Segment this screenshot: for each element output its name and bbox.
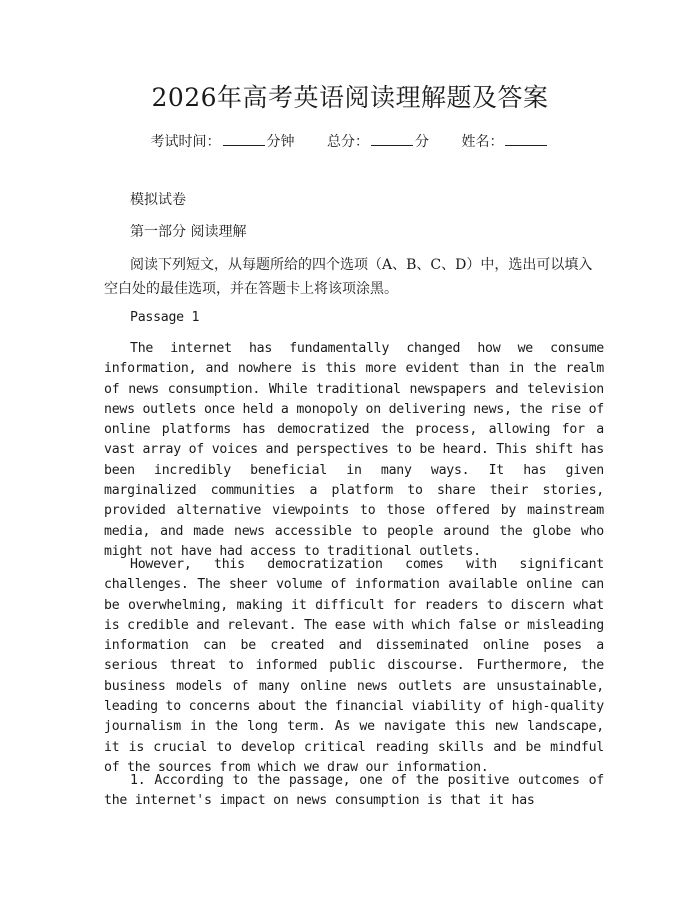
exam-time-field [151,134,299,150]
passage-paragraph: However, this democratization comes with significant challenges. The sheer volume of information available online can be overwhelming, making it difficult for readers to discern what is credible and relevant. The ease with which false or misleading information can be created and disseminated online poses a serious threat to informed public discourse. Furthermore, the business models of many online news outlets are unsustainable, leading to concerns about the financial viability of high-quality journalism in the long term. As we navigate this new landscape, it is crucial to develop critical reading skills and be mindful of the sources from which we draw our information. [104,557,604,775]
passage-label: Passage 1 [130,310,200,325]
name-label: 姓名： [461,134,504,150]
name-field [461,134,549,150]
exam-info-line [0,131,700,151]
passage-paragraph: The internet has fundamentally changed how we consume information, and nowhere is this more evident than in the realm of news consumption. While traditional newspapers and television news outlets once held a monopoly on delivering news, the rise of online platforms has democratized the process, allowing for a vast array of voices and perspectives to be heard. This shift has been incredibly beneficial in many ways. It has given marginalized communities a platform to share their stories, provided alternative viewpoints to those offered by mainstream media, and made news accessible to people around the globe who might not have had access to traditional outlets. [104,341,604,559]
part-title: 第一部分 阅读理解 [130,224,247,240]
total-score-field [327,134,433,150]
name-blank [505,133,547,146]
total-score-unit: 分 [415,134,429,150]
exam-time-blank [223,133,265,146]
exam-time-label: 考试时间： [150,134,221,150]
total-score-blank [371,133,413,146]
document-title: 2026年高考英语阅读理解题及答案 [151,83,549,112]
total-score-label: 总分： [327,134,369,150]
instructions: 阅读下列短文，从每题所给的四个选项（A、B、C、D）中，选出可以填入空白处的最佳选项，并在答题卡上将该项涂黑。 [104,257,593,297]
section-label: 模拟试卷 [130,192,186,208]
question-stem: 1. According to the passage, one of the positive outcomes of the internet's impact on news consumption is that it has [104,773,604,809]
exam-time-unit: 分钟 [266,134,295,150]
